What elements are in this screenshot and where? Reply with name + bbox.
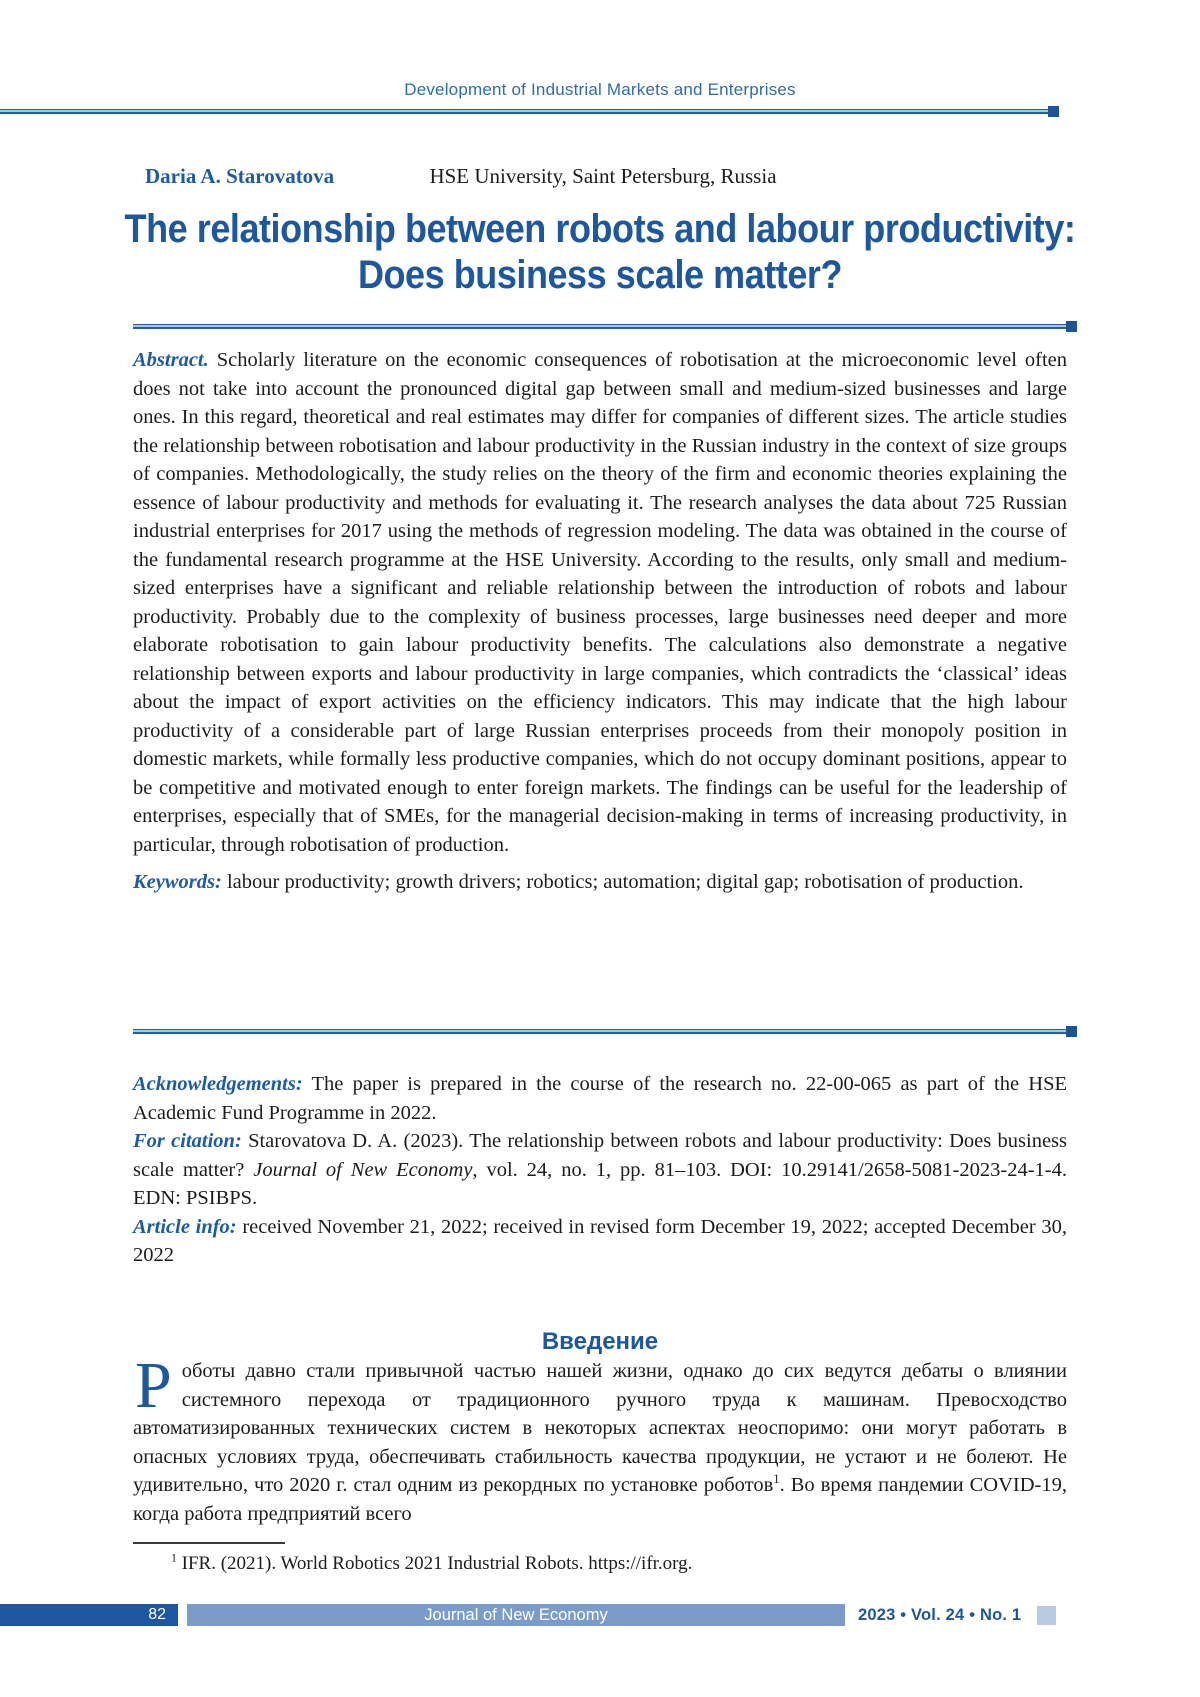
title-rule-end-square [1066,321,1077,332]
abstract-paragraph [133,346,1067,859]
acknowledgements-label: Acknowledgements: [133,1073,303,1095]
article-title-line-2: Does business scale matter? [357,253,843,297]
citation-journal-name: Journal of New Economy [253,1158,473,1181]
article-title [60,206,1140,298]
drop-cap: Р [135,1349,172,1422]
acknowledgements-text: The paper is prepared in the course of the research no. 22-00-065 as part of the HSE Academic Fund Programme in 2022. [133,1073,1067,1124]
page-number-bar [0,1604,178,1626]
article-title-line-1: The relationship between robots and labour productivity: [124,207,1076,251]
footnote-reference-marker: 1 [773,1472,780,1487]
keywords-rule [133,1029,1075,1034]
title-rule [133,324,1075,329]
keywords-label: Keywords: [133,871,222,893]
journal-name: Journal of New Economy [424,1606,608,1624]
acknowledgements-paragraph [133,1070,1067,1127]
author-name: Daria A. Starovatova [145,164,335,188]
citation-label: For citation: [133,1130,242,1152]
abstract-keywords-block [133,346,1067,897]
keywords-rule-end-square [1066,1026,1077,1037]
article-meta-block [133,1070,1067,1270]
journal-name-bar [187,1604,845,1626]
citation-paragraph [133,1127,1067,1213]
footnote-text: IFR. (2021). World Robotics 2021 Industrial Robots. https://ifr.org. [181,1553,693,1574]
article-info-paragraph [133,1213,1067,1270]
introduction-text: оботы давно стали привычной частью нашей жизни, однако до сих ведутся дебаты о влиянии системного перехода от традиционного ручного труда к машинам. Превосходство автоматизированных технических систем в некоторых аспектах неоспоримо: они могут работать в опасных условиях труда, обеспечивать стабильность качества продукции, не устают и не болеют. Не удивительно, что 2020 г. стал одним из рекордных по установке роботов [133,1360,1067,1496]
citation-text-after-journal: , vol. 24, no. 1, pp. 81–103. DOI: 10.29141/2658-5081-2023-24-1-4. EDN: PSIBPS. [133,1158,1067,1209]
footnote-marker: 1 [171,1551,177,1565]
author-line [145,164,777,189]
author-affiliation: HSE University, Saint Petersburg, Russia [429,164,777,188]
running-head: Development of Industrial Markets and Enterprises [404,80,796,99]
abstract-text: Scholarly literature on the economic consequences of robotisation at the microeconomic level often does not take into account the pronounced digital gap between small and medium-sized businesses and large ones. In this regard, theoretical and real estimates may differ for companies of different sizes. The article studies the relationship between robotisation and labour productivity in the Russian industry in the context of size groups of companies. Methodologically, the study relies on the theory of the firm and economic theories explaining the essence of labour productivity and methods for evaluating it. The research analyses the data about 725 Russian industrial enterprises for 2017 using the methods of regression modeling. The data was obtained in the course of the fundamental research programme at the HSE University. According to the results, only small and medium-sized enterprises have a significant and reliable relationship between the introduction of robots and labour productivity. Probably due to the complexity of business processes, large businesses need deeper and more elaborate robotisation to gain labour productivity benefits. The calculations also demonstrate a negative relationship between exports and labour productivity in large companies, which contradicts the ‘classical’ ideas about the impact of export activities on the efficiency indicators. This may indicate that the high labour productivity of a considerable part of large Russian enterprises proceeds from their monopoly position in domestic markets, while formally less productive companies, which do not occupy dominant positions, appear to be competitive and motivated enough to enter foreign markets. The findings can be useful for the leadership of enterprises, especially that of SMEs, for the managerial decision-making in terms of increasing productivity, in particular, through robotisation of production. [133,349,1068,856]
keywords-paragraph [133,868,1067,897]
introduction-paragraph [133,1349,1067,1528]
keywords-text: labour productivity; growth drivers; robotics; automation; digital gap; robotisation of production. [226,871,1024,893]
footnote [133,1551,1067,1577]
footer-end-square [1037,1606,1056,1625]
article-info-text: received November 21, 2022; received in revised form December 19, 2022; accepted December 30, 2022 [133,1215,1067,1266]
introduction-heading: Введение [541,1328,659,1355]
header-rule-end-square [1048,106,1059,117]
issue-info: 2023 • Vol. 24 • No. 1 [858,1606,1022,1624]
abstract-label: Abstract. [133,349,209,371]
footnote-separator [133,1542,285,1544]
citation-text-before-journal: Starovatova D. A. (2023). The relationship between robots and labour productivity: Does business scale matter? [133,1130,1067,1181]
page-number: 82 [148,1606,166,1623]
article-info-label: Article info: [133,1215,237,1238]
introduction-text-continued: . Во время пандемии COVID-19, когда работа предприятий всего [133,1474,1067,1525]
header-rule [0,109,1057,114]
